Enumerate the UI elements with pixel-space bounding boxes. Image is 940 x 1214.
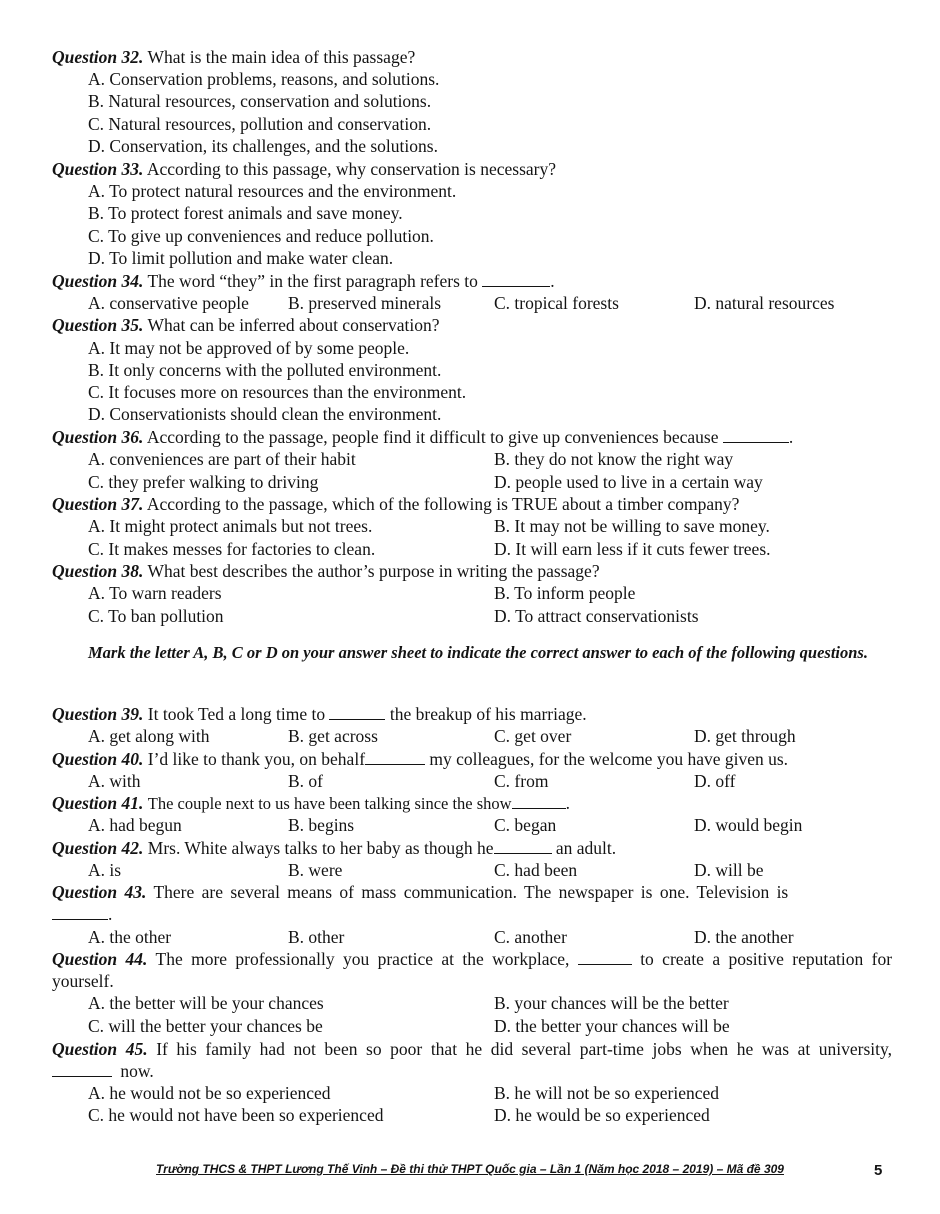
question-35: Question 35. What can be inferred about conservation? [52,315,440,335]
option-b: B. begins [288,815,355,835]
option-c: C. began [494,815,557,835]
question-40: Question 40. I’d like to thank you, on behalf my colleagues, for the welcome you have given us. [52,749,789,769]
question-43-end: . [52,903,112,925]
answer-blank [329,705,385,720]
option-b: B. get across [288,726,378,746]
option-a: A. with [88,771,141,791]
option-a: A. he would not be so experienced [88,1083,331,1103]
question-33: Question 33. According to this passage, why conservation is necessary? [52,159,557,179]
option-c: C. will the better your chances be [88,1016,323,1036]
answer-blank [512,794,566,809]
question-32: Question 32. What is the main idea of this passage? [52,47,416,67]
option-d: D. To attract conservationists [494,606,699,626]
option-b: B. It may not be willing to save money. [494,516,770,536]
option-d: D. off [694,771,736,791]
question-44: Question 44. The more professionally you practice at the workplace, to create a positive reputation for yourself. [52,949,893,991]
question-34: Question 34. The word “they” in the first paragraph refers to . [52,271,555,291]
option-b: B. they do not know the right way [494,449,734,469]
option-a: A. get along with [88,726,210,746]
option-a: A. To protect natural resources and the environment. [88,181,457,201]
option-b: B. your chances will be the better [494,993,729,1013]
answer-blank [723,428,789,443]
option-a: A. Conservation problems, reasons, and solutions. [88,69,440,89]
option-b: B. It only concerns with the polluted environment. [88,360,442,380]
option-c: C. To ban pollution [88,606,224,626]
option-c: C. Natural resources, pollution and conservation. [88,114,432,134]
answer-blank [578,950,632,965]
question-38: Question 38. What best describes the author’s purpose in writing the passage? [52,561,600,581]
answer-blank [482,272,550,287]
option-c: C. he would not have been so experienced [88,1105,384,1125]
option-c: C. from [494,771,549,791]
question-42: Question 42. Mrs. White always talks to her baby as though he an adult. [52,838,617,858]
option-b: B. To protect forest animals and save money. [88,203,403,223]
option-c: C. It focuses more on resources than the environment. [88,382,467,402]
option-d: D. Conservation, its challenges, and the solutions. [88,136,438,156]
option-a: A. To warn readers [88,583,222,603]
option-c: C. they prefer walking to driving [88,472,319,492]
option-d: D. To limit pollution and make water clean. [88,248,394,268]
answer-blank [52,1062,112,1077]
option-c: C. had been [494,860,578,880]
option-c: C. get over [494,726,572,746]
option-a: A. is [88,860,122,880]
option-d: D. Conservationists should clean the environment. [88,404,442,424]
question-45: Question 45. If his family had not been so poor that he did several part-time jobs when he was at university, now. [52,1039,893,1081]
question-43: Question 43. There are several means of mass communication. The newspaper is one. Television is [52,882,789,902]
option-b: B. preserved minerals [288,293,442,313]
option-c: C. It makes messes for factories to clean. [88,539,376,559]
option-b: B. To inform people [494,583,636,603]
option-b: B. were [288,860,343,880]
page-number: 5 [874,1162,883,1179]
option-a: A. conservative people [88,293,249,313]
option-b: B. of [288,771,323,791]
option-d: D. people used to live in a certain way [494,472,763,492]
answer-blank [494,839,552,854]
question-41: Question 41. The couple next to us have been talking since the show . [52,793,570,813]
option-b: B. other [288,927,345,947]
option-a: A. It may not be approved of by some people. [88,338,410,358]
option-d: D. will be [694,860,764,880]
option-d: D. It will earn less if it cuts fewer trees. [494,539,771,559]
section-instruction: Mark the letter A, B, C or D on your answer sheet to indicate the correct answer to each of the following questions. [88,643,868,662]
question-36: Question 36. According to the passage, people find it difficult to give up conveniences because . [52,427,794,447]
option-d: D. the better your chances will be [494,1016,730,1036]
option-b: B. he will not be so experienced [494,1083,720,1103]
answer-blank [52,905,108,920]
option-c: C. To give up conveniences and reduce pollution. [88,226,434,246]
option-a: A. had begun [88,815,182,835]
option-c: C. another [494,927,567,947]
question-37: Question 37. According to the passage, which of the following is TRUE about a timber company? [52,494,740,514]
option-a: A. the better will be your chances [88,993,324,1013]
option-c: C. tropical forests [494,293,619,313]
answer-blank [365,750,425,765]
option-d: D. the another [694,927,794,947]
option-a: A. It might protect animals but not trees. [88,516,373,536]
option-d: D. would begin [694,815,803,835]
option-a: A. the other [88,927,172,947]
option-d: D. get through [694,726,796,746]
page-footer: Trường THCS & THPT Lương Thế Vinh – Đề thi thử THPT Quốc gia – Lần 1 (Năm học 2018 – 2019) – Mã đề 309 [156,1162,784,1176]
question-39: Question 39. It took Ted a long time to the breakup of his marriage. [52,704,587,724]
option-a: A. conveniences are part of their habit [88,449,356,469]
option-d: D. natural resources [694,293,835,313]
option-b: B. Natural resources, conservation and solutions. [88,91,432,111]
option-d: D. he would be so experienced [494,1105,710,1125]
